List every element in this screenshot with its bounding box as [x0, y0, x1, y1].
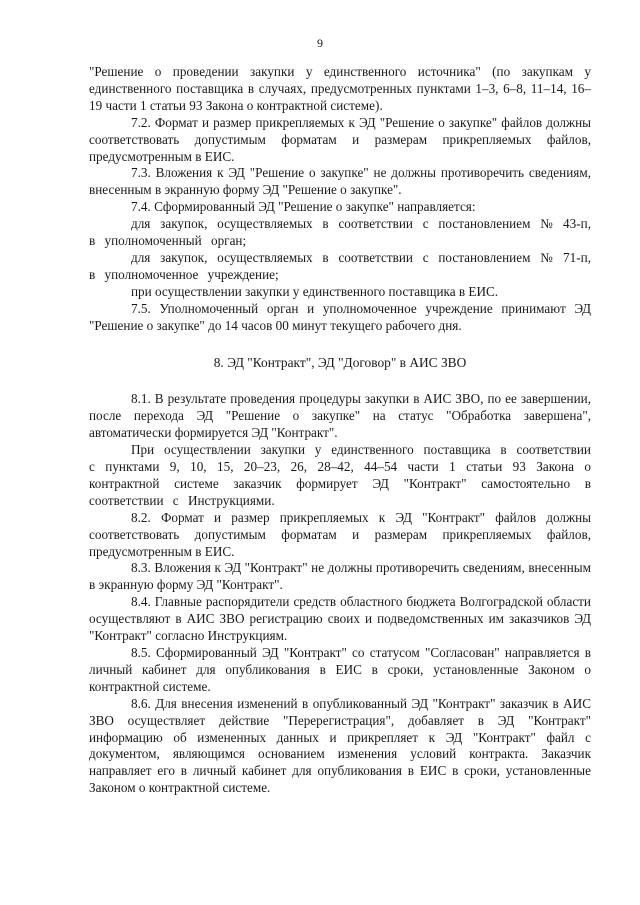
paragraph-8-3: 8.3. Вложения к ЭД "Контракт" не должны противоречить сведениям, внесенным в экранную форму ЭД "Контракт". — [89, 560, 591, 593]
paragraph-8-2: 8.2. Формат и размер прикрепляемых к ЭД "Контракт" файлов должны соответствовать допустимым форматам и размерам прикрепляемых файлов, предусмотренным в ЕИС. — [89, 509, 591, 559]
paragraph-8-5: 8.5. Сформированный ЭД "Контракт" со статусом "Согласован" направляется в личный кабинет для опубликования в ЕИС в сроки, установленные Законом о контрактной системе. — [89, 645, 591, 694]
paragraph-8-4: 8.4. Главные распорядители средств областного бюджета Волгоградской области осуществляют в АИС ЗВО регистрацию своих и подведомственных им заказчиков ЭД "Контракт" согласно Инструкциям. — [89, 594, 591, 644]
paragraph-7-5: 7.5. Уполномоченный орган и уполномоченное учреждение принимают ЭД "Решение о закупке" до 14 часов 00 минут текущего рабочего дня. — [89, 300, 591, 333]
paragraph-7-4-item-2: для закупок, осуществляемых в соответствии с постановлением № 71-п, в уполномоченное учреждение; — [89, 249, 591, 282]
paragraph-7-2: 7.2. Формат и размер прикрепляемых к ЭД "Решение о закупке" файлов должны соответствовать допустимым форматам и размерам прикрепляемых файлов, предусмотренным в ЕИС. — [89, 114, 591, 164]
paragraph-8-1: 8.1. В результате проведения процедуры закупки в АИС ЗВО, по ее завершении, после перехода ЭД "Решение о закупке" на статус "Обработка завершена", автоматически формируется ЭД "Контракт". — [89, 391, 591, 441]
paragraph-7-3: 7.3. Вложения к ЭД "Решение о закупке" не должны противоречить сведениям, внесенным в экранную форму ЭД "Решение о закупке". — [89, 165, 591, 198]
paragraph-7-4: 7.4. Сформированный ЭД "Решение о закупке" направляется: — [131, 199, 476, 215]
section-8-heading: 8. ЭД "Контракт", ЭД "Договор" в АИС ЗВО — [213, 354, 467, 370]
paragraph-8-6: 8.6. Для внесения изменений в опубликованный ЭД "Контракт" заказчик в АИС ЗВО осуществляет действие "Перерегистрация", добавляет в ЭД "Контракт" информацию об измененных данных и прикрепляет к ЭД "Контракт" файл с документом, являющимся основанием изменения условий контракта. Заказчик направляет его в личный кабинет для опубликования в ЕИС в сроки, установленные Законом о контрактной системе. — [89, 695, 591, 796]
paragraph-7-4-item-1: для закупок, осуществляемых в соответствии с постановлением № 43-п, в уполномоченный орган; — [89, 216, 591, 249]
document-body — [89, 64, 591, 797]
paragraph-7-1-continuation: "Решение о проведении закупки у единственного источника" (по закупкам у единственного поставщика в случаях, предусмотренных пунктами 1–3, 6–8, 11–14, 16–19 части 1 статьи 93 Закона о контрактной системе). — [89, 64, 591, 113]
paragraph-8-1-single-supplier: При осуществлении закупки у единственного поставщика в соответствии с пунктами 9, 10, 15, 20–23, 26, 28–42, 44–54 части 1 статьи 93 Закона о контрактной системе заказчик формирует ЭД "Контракт" самостоятельно в соответствии с Инструкциями. — [89, 442, 591, 508]
page-number: 9 — [317, 36, 323, 50]
paragraph-7-4-item-3: при осуществлении закупки у единственного поставщика в ЕИС. — [131, 283, 499, 299]
